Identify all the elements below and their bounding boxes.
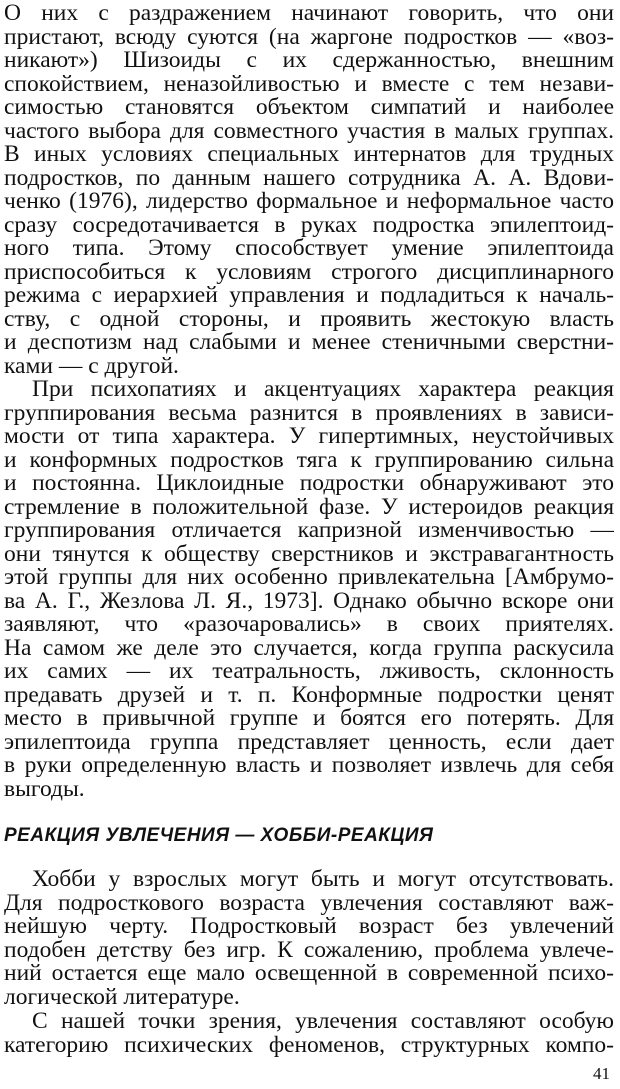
text-line: пристают, всюду суются (на жаргоне подростков — «воз- [4, 25, 614, 49]
text-line: стремление в положительной фазе. У истероидов реакция [4, 495, 614, 519]
page-number: 41 [593, 1064, 610, 1083]
text-line: С нашей точки зрения, увлечения составляют особую [32, 1010, 614, 1034]
text-line: группирования весьма разнится в проявлениях в зависи- [4, 401, 614, 425]
text-line: ченко (1976), лидерство формальное и неформальное часто [4, 190, 614, 214]
paragraph-hobby-definition [4, 1010, 614, 1057]
text-line: логической литературе. [4, 985, 240, 1009]
text-line: и конформных подростков тяга к группированию сильна [4, 448, 614, 472]
text-line: мости от типа характера. У гипертимных, неустойчивых [4, 425, 614, 449]
paragraph-groups-leaders [4, 2, 614, 378]
text-line: В иных условиях специальных интернатов для трудных [4, 143, 614, 167]
text-line: категорию психических феноменов, структурных компо- [4, 1033, 614, 1057]
section-heading: РЕАКЦИЯ УВЛЕЧЕНИЯ — ХОББИ-РЕАКЦИЯ [4, 825, 434, 846]
text-line: группирования отличается капризной изменчивостью — [4, 519, 614, 543]
text-line: место в привычной группе и боятся его потерять. Для [4, 707, 614, 731]
paragraph-hobbies [4, 868, 614, 1009]
text-line: ний остается еще мало освещенной в современной психо- [4, 962, 614, 986]
text-line: подобен детству без игр. К сожалению, проблема увлече- [4, 938, 614, 962]
text-line: ва А. Г., Жезлова Л. Я., 1973]. Однако обычно вскоре они [4, 589, 614, 613]
text-line: На самом же деле это случается, когда группа раскусила [4, 636, 614, 660]
text-line: нейшую черту. Подростковый возраст без увлечений [4, 915, 614, 939]
text-line: выгоды. [4, 777, 85, 801]
text-line: ству, с одной стороны, и проявить жестокую власть [4, 307, 614, 331]
text-line: этой группы для них особенно привлекательна [Амбрумо- [4, 566, 614, 590]
text-line: спокойствием, неназойливостью и вместе с тем незави- [4, 72, 614, 96]
text-line: симостью становятся объектом симпатий и наиболее [4, 96, 614, 120]
text-line: и постоянна. Циклоидные подростки обнаруживают это [4, 472, 614, 496]
text-line: приспособиться к условиям строгого дисциплинарного [4, 260, 614, 284]
text-line: в руки определенную власть и позволяет извлечь для себя [4, 754, 614, 778]
text-line: никают») Шизоиды с их сдержанностью, внешним [4, 49, 614, 73]
paragraph-psychopathies [4, 378, 614, 801]
text-line: предавать друзей и т. п. Конформные подростки ценят [4, 683, 614, 707]
text-line: эпилептоида группа представляет ценность, если дает [4, 730, 614, 754]
text-line: их самих — их театральность, лживость, склонность [4, 660, 614, 684]
text-line: режима с иерархией управления и подладиться к началь- [4, 284, 614, 308]
text-line: частого выбора для совместного участия в малых группах. [4, 119, 614, 143]
text-line: О них с раздражением начинают говорить, что они [4, 2, 614, 26]
text-line: подростков, по данным нашего сотрудника А. А. Вдови- [4, 166, 614, 190]
text-line: заявляют, что «разочаровались» в своих приятелях. [4, 613, 614, 637]
text-line: При психопатиях и акцентуациях характера реакция [32, 378, 614, 402]
text-line: ного типа. Этому способствует умение эпилептоида [4, 237, 614, 261]
text-line: ками — с другой. [4, 354, 179, 378]
text-line: сразу сосредотачивается в руках подростка эпилептоид- [4, 213, 614, 237]
text-line: и деспотизм над слабыми и менее стеничными сверстни- [4, 331, 614, 355]
text-line: они тянутся к обществу сверстников и экстравагантность [4, 542, 614, 566]
text-line: Хобби у взрослых могут быть и могут отсутствовать. [32, 868, 614, 892]
text-line: Для подросткового возраста увлечения составляют важ- [4, 891, 614, 915]
